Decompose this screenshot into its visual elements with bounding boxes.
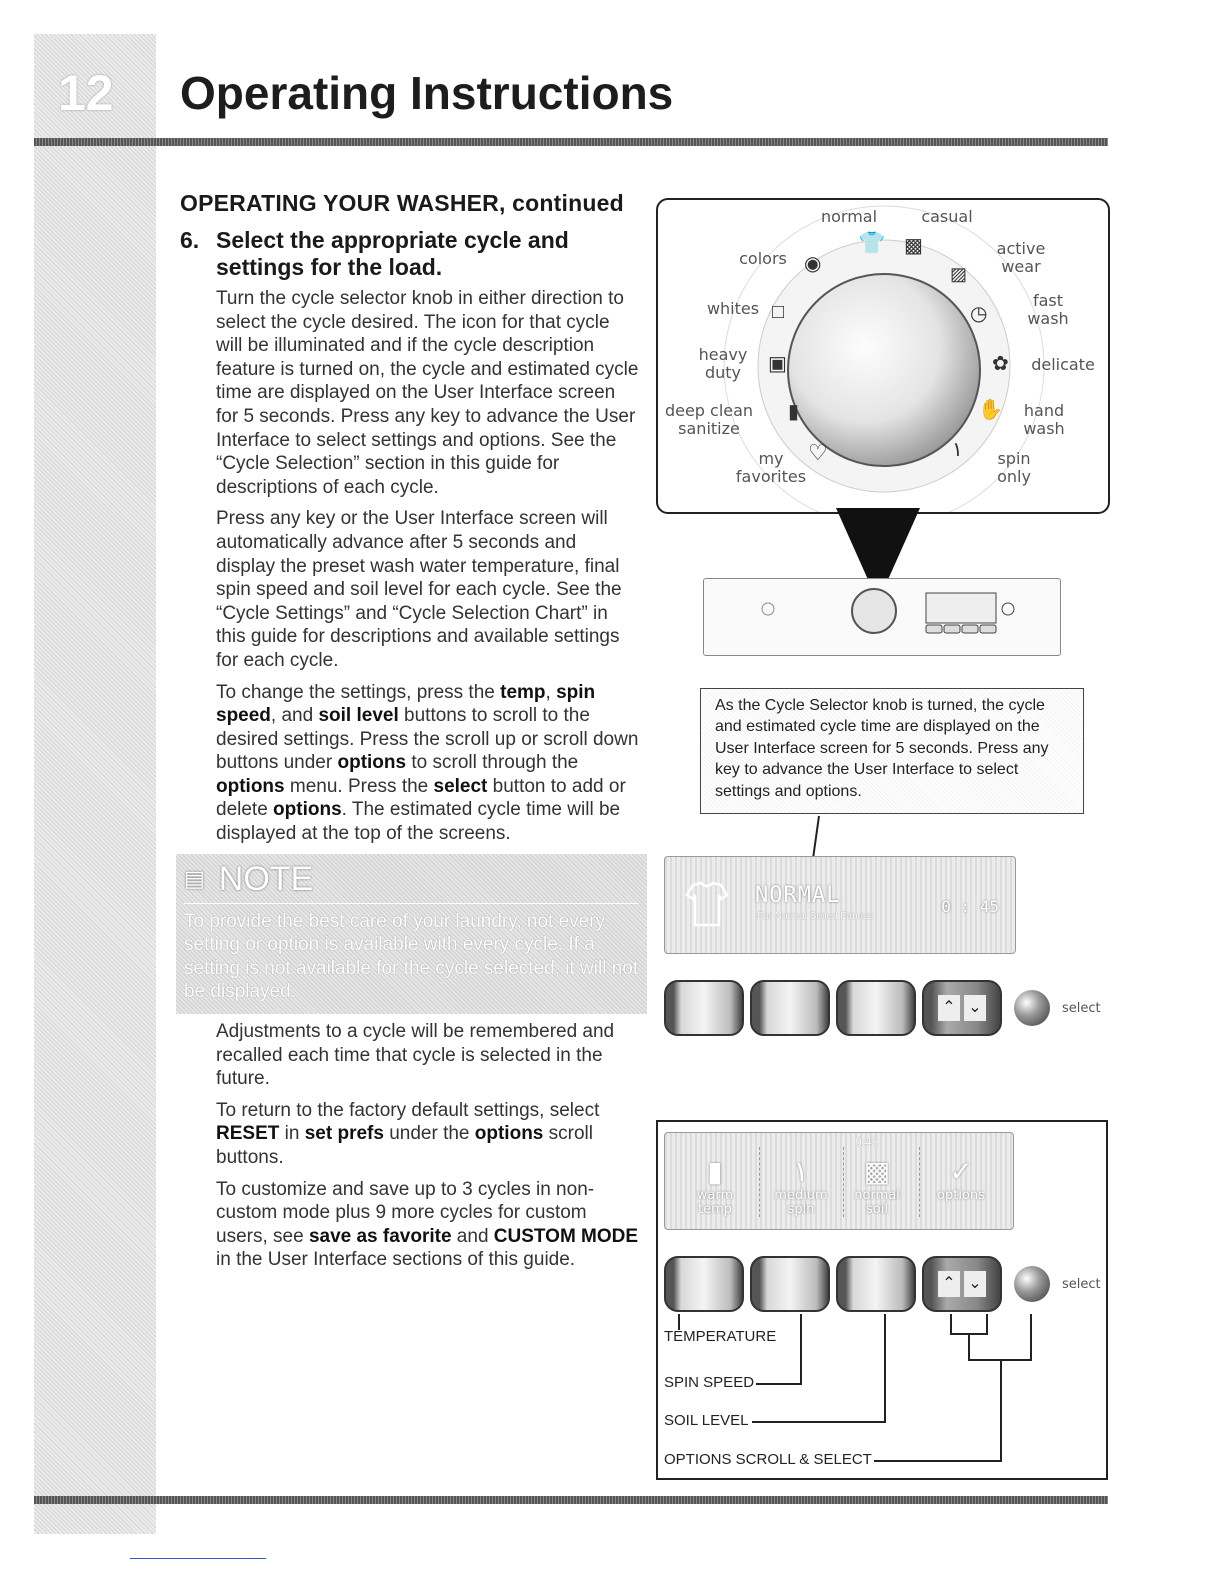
mini-button-icon [944, 625, 960, 633]
kw-set-prefs: set prefs [304, 1123, 384, 1145]
mini-button-icon [962, 625, 978, 633]
spin-speed-button[interactable] [750, 980, 830, 1036]
soil-level-button[interactable] [836, 980, 916, 1036]
footer-link-line [130, 1558, 266, 1559]
thermometer-icon: ▮ [707, 1156, 723, 1187]
kw-spin-speed: spin speed [216, 681, 596, 727]
shirt-icon: ▩ [863, 1156, 891, 1187]
options-leader-line [950, 1314, 952, 1334]
options-leader-line [1030, 1314, 1032, 1360]
settings-display-screen [664, 1132, 1014, 1230]
cycle-time: 0 : 45 [941, 897, 999, 916]
text: and [451, 1225, 494, 1247]
kw-select: select [433, 775, 488, 797]
paragraph-reset [216, 1099, 640, 1170]
label-line: wear [1001, 257, 1041, 276]
spin-icon: ١ [793, 1156, 809, 1187]
page-number: 12 [58, 65, 114, 121]
label-line: wash [1027, 309, 1069, 328]
dial-label-colors: colors [739, 249, 787, 268]
power-icon [762, 603, 774, 615]
mini-knob-icon [852, 589, 896, 633]
scroll-up-icon[interactable]: ⌃ [938, 1271, 960, 1297]
note-title: NOTE [218, 859, 314, 898]
label-line: warm [696, 1188, 734, 1203]
label-line: hand [1023, 401, 1065, 420]
text: in [279, 1123, 305, 1145]
options-setting-label: options [937, 1188, 985, 1203]
mini-select-icon [1002, 603, 1014, 615]
mini-button-icon [926, 625, 942, 633]
text: button to add or delete [216, 775, 626, 821]
label-temperature: TEMPERATURE [664, 1328, 777, 1345]
label-line: deep clean [664, 401, 754, 420]
dial-label-my-favorites [728, 450, 814, 486]
mini-button-icon [980, 625, 996, 633]
cycle-selector-knob[interactable] [788, 274, 980, 466]
select-button[interactable] [1014, 990, 1050, 1026]
label-line: heavy [698, 345, 748, 364]
text: To change the settings, press the [216, 681, 501, 703]
callout-text: As the Cycle Selector knob is turned, the cycle and estimated cycle time are displayed on the User Interface screen for 5 seconds. Press any key to advance the User Interface to select settings and options. [700, 688, 1084, 814]
label-options-scroll-select: OPTIONS SCROLL & SELECT [664, 1451, 872, 1468]
cycle-display-screen [664, 856, 1016, 954]
soil-level-button[interactable] [836, 1256, 916, 1312]
temp-button[interactable] [664, 980, 744, 1036]
text: . The estimated cycle time will be displayed at the top of the screens. [216, 799, 621, 845]
soil-leader-line [884, 1314, 886, 1422]
label-line: my [758, 449, 784, 468]
scroll-up-icon[interactable]: ⌃ [938, 995, 960, 1021]
spin-leader-line [800, 1314, 802, 1384]
hand-wash-icon: ✋ [978, 399, 1003, 421]
control-buttons-row-1 [664, 980, 1101, 1036]
options-scroll-buttons[interactable] [922, 980, 1002, 1036]
temp-setting-label [675, 1189, 755, 1217]
options-scroll-buttons[interactable] [922, 1256, 1002, 1312]
step-title-line-2: settings for the load. [216, 254, 443, 280]
section-heading: OPERATING YOUR WASHER, continued [180, 190, 624, 216]
washer-control-panel-illustration [703, 578, 1061, 656]
cycle-description: For Normal Soiled Fabrics [757, 911, 874, 922]
kw-options: options [216, 775, 285, 797]
dial-label-spin-only [984, 450, 1044, 486]
mini-screen-icon [926, 593, 996, 623]
select-label: select [1062, 1000, 1101, 1016]
label-spin-speed: SPIN SPEED [664, 1374, 755, 1391]
note-box [176, 854, 647, 1014]
cycle-dial-panel [656, 198, 1110, 514]
step-body-continued [216, 1020, 640, 1272]
label-line: spin [997, 449, 1031, 468]
options-leader-line [968, 1333, 970, 1361]
label-line: wash [1023, 419, 1065, 438]
text: To customize and save up to 3 cycles in non-custom mode plus 9 more cycles for custom users, see [216, 1178, 595, 1247]
control-panel-graphic [704, 579, 1060, 655]
options-leader-line [1000, 1359, 1002, 1461]
dial-label-delicate: delicate [1031, 355, 1095, 374]
kw-save-as-favorite: save as favorite [308, 1225, 452, 1247]
text: under the [383, 1123, 475, 1145]
paragraph-auto-advance: Press any key or the User Interface screen will automatically advance after 5 seconds and display the preset wash water temperature, final spin speed and soil level for each cycle. See the “Cycle Settings” and “Cycle Selection Chart” in this guide for descriptions and available settings for each cycle. [216, 508, 622, 671]
spin-icon: ١ [952, 439, 963, 461]
kw-custom-mode: CUSTOM MODE [493, 1225, 639, 1247]
shirt-icon: 👕 [858, 230, 886, 255]
label-line: only [997, 467, 1031, 486]
kw-options: options [474, 1123, 544, 1145]
kw-options: options [273, 799, 342, 821]
kw-temp: temp [500, 681, 546, 703]
options-setting [921, 1155, 1001, 1203]
spin-leader-line [756, 1383, 802, 1385]
text: in the User Interface sections of this guide. [216, 1249, 576, 1271]
options-leader-line [874, 1460, 1002, 1462]
temp-setting [675, 1155, 755, 1217]
options-leader-line [986, 1314, 988, 1334]
text: to scroll through the [406, 752, 579, 774]
text: scroll buttons. [216, 1123, 593, 1168]
paragraph-cycle-selector: Turn the cycle selector knob in either direction to select the cycle desired. The icon for that cycle will be illuminated and if the cycle description feature is turned on, the cycle and estimated cycle time are displayed on the User Interface screen for 5 seconds. Press any key to advance the User Interface to select settings and options. See the “Cycle Selection” section in this guide for descriptions of each cycle. [216, 288, 639, 498]
dial-label-casual: casual [921, 207, 973, 226]
step-heading [180, 227, 640, 281]
text: buttons to scroll to the desired settings. Press the scroll up or scroll down buttons under [216, 705, 639, 774]
paragraph-remembered: Adjustments to a cycle will be remembered and recalled each time that cycle is selected in the future. [216, 1021, 615, 1090]
scroll-down-icon[interactable]: ⌄ [964, 1271, 986, 1297]
options-check-icon: ✓ [949, 1156, 973, 1187]
label-line: sanitize [678, 419, 740, 438]
temp-button[interactable] [664, 1256, 744, 1312]
label-line: favorites [735, 467, 807, 486]
settings-time: 0:45 [855, 1135, 879, 1149]
text: , and [270, 705, 319, 727]
paragraph-customize [216, 1178, 640, 1272]
page-sidebar [34, 34, 156, 1534]
thermometer-icon: ▮ [788, 401, 800, 423]
note-text: To provide the best care of your laundry, not every setting or option is available with every cycle. If a setting is not available for the cycle selected, it will not be displayed. [184, 910, 639, 1003]
cycle-name: NORMAL [755, 883, 841, 908]
label-line: spin [787, 1202, 815, 1217]
soil-setting-label [837, 1189, 917, 1217]
label-line: active [996, 239, 1046, 258]
dial-label-active-wear [988, 240, 1054, 276]
spin-speed-button[interactable] [750, 1256, 830, 1312]
page-title: Operating Instructions [180, 67, 674, 119]
dial-label-heavy-duty [688, 346, 758, 382]
dial-label-normal: normal [820, 207, 878, 226]
casual-icon: ▩ [904, 235, 923, 257]
paragraph-change-settings [216, 681, 640, 846]
kw-reset: RESET [216, 1123, 280, 1145]
note-header [184, 860, 639, 904]
spin-setting [761, 1155, 841, 1217]
clock-icon: ◷ [970, 303, 988, 325]
dial-label-whites: whites [706, 299, 760, 318]
spin-setting-label [761, 1189, 841, 1217]
colors-icon: ◉ [804, 253, 822, 275]
heart-icon: ♡ [808, 440, 828, 465]
label-soil-level: SOIL LEVEL [664, 1412, 749, 1429]
kw-options: options [337, 752, 407, 774]
label-line: duty [704, 363, 742, 382]
heavy-duty-icon: ▣ [768, 353, 787, 375]
whites-icon: □ [772, 301, 785, 323]
soil-setting [837, 1155, 917, 1217]
shirt-icon [685, 881, 729, 927]
kw-soil-level: soil level [318, 705, 399, 727]
step-title-line-1: Select the appropriate cycle and [216, 227, 569, 253]
label-line: normal [854, 1188, 900, 1203]
text: , [545, 681, 557, 703]
label-line: soil [866, 1202, 888, 1217]
note-icon: ▤ [184, 866, 205, 892]
active-wear-icon: ▨ [950, 264, 968, 284]
control-buttons-row-2 [664, 1256, 1101, 1312]
text: menu. Press the [284, 775, 434, 797]
label-line: fast [1032, 291, 1064, 310]
select-label: select [1062, 1276, 1101, 1292]
scroll-down-icon[interactable]: ⌄ [964, 995, 986, 1021]
label-line: temp [697, 1202, 732, 1217]
label-line: medium [774, 1188, 828, 1203]
dial-label-hand-wash [1014, 402, 1074, 438]
select-button[interactable] [1014, 1266, 1050, 1302]
footer-rule [34, 1496, 1108, 1504]
flower-icon: ✿ [992, 353, 1009, 375]
instructions-column [180, 190, 640, 1280]
text: To return to the factory default settings, select [216, 1099, 600, 1121]
header-rule [34, 138, 1108, 146]
dial-label-deep-clean [662, 402, 756, 438]
step-body [216, 287, 640, 846]
step-title [216, 227, 569, 281]
step-number: 6. [180, 227, 200, 253]
dial-label-fast-wash [1018, 292, 1078, 328]
soil-leader-line [752, 1421, 886, 1423]
